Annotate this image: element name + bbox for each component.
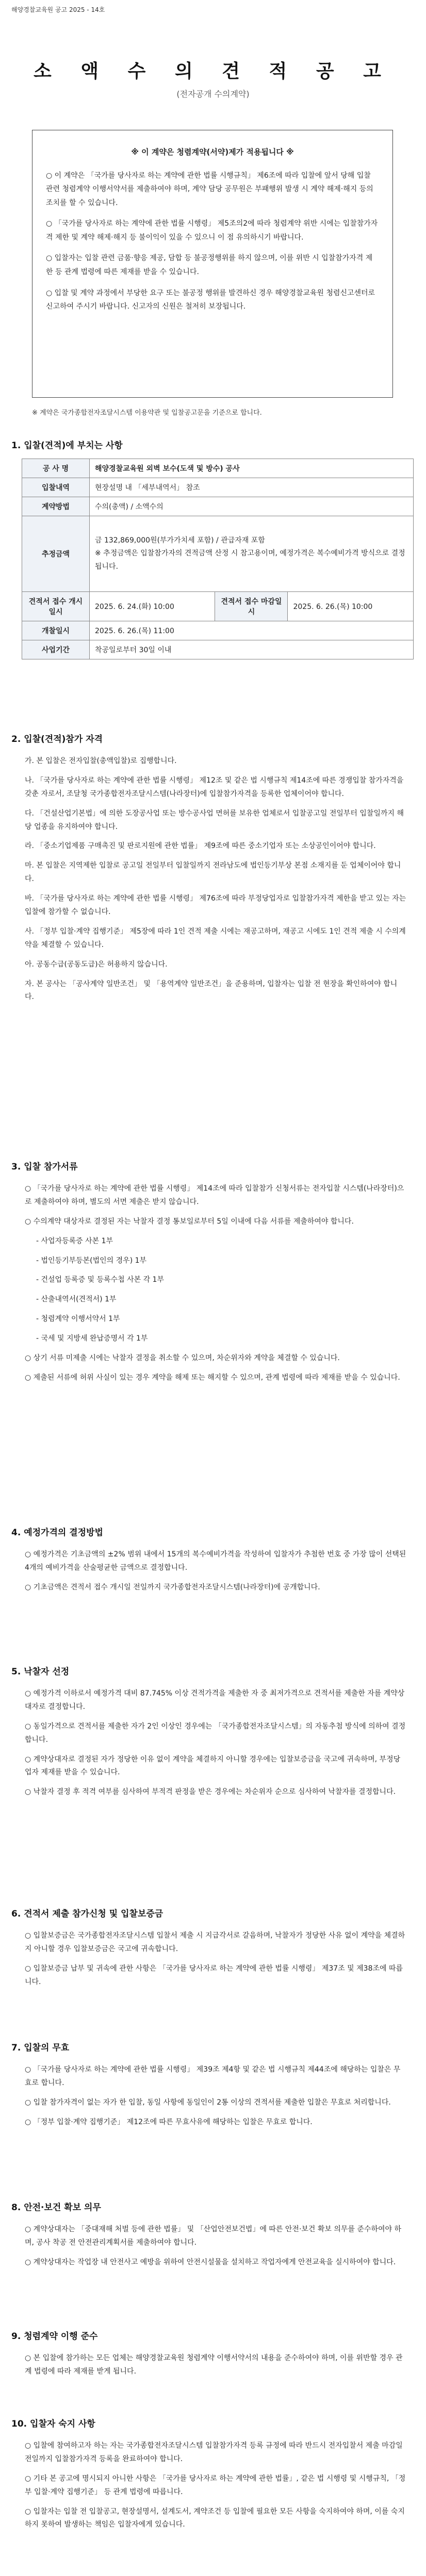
list-item: 사. 「정부 입찰·계약 집행기준」 제5장에 따라 1인 견적 제출 시에는 재공고하며, 재공고 시에도 1인 견적 제출 시 수의계약을 체결할 수 있습니다. [25,927,406,949]
table-row [22,516,414,592]
list-item: - 국세 및 지방세 완납증명서 각 1부 [36,1334,148,1343]
list-item: - 사업자등록증 사본 1부 [36,1236,113,1245]
table-row [22,640,414,659]
section-body [25,2223,406,2276]
list-item: ○ 입찰보증금은 국가종합전자조달시스템 입찰서 제출 시 지급각서로 갈음하며, 낙찰자가 정당한 사유 없이 계약을 체결하지 아니할 경우 입찰보증금은 국고에 귀속합니다. [25,1931,405,1953]
list-item: ○ 입찰에 참여하고자 하는 자는 국가종합전자조달시스템 입찰참가자격 등록 규정에 따라 반드시 전자입찰서 제출 마감일 전일까지 입찰참가자격 등록을 완료하여야 합니다. [25,2442,403,2463]
list-item: ○ 제출된 서류에 허위 사실이 있는 경우 계약을 해제 또는 해지할 수 있으며, 관계 법령에 따라 제재를 받을 수 있습니다. [25,1373,400,1382]
list-item: ○ 동일가격으로 견적서를 제출한 자가 2인 이상인 경우에는 「국가종합전자조달시스템」의 자동추첨 방식에 의하여 결정합니다. [25,1722,406,1744]
list-item: ○ 입찰자는 입찰 전 입찰공고, 현장설명서, 설계도서, 계약조건 등 입찰에 필요한 모든 사항을 숙지하여야 하며, 이를 숙지하지 못하여 발생하는 책임은 입찰자에게 있습니다. [25,2507,405,2529]
table-row [22,478,414,497]
table-value: 수의(총액) / 소액수의 [90,497,414,516]
section-title: 3. 입찰 참가서류 [11,1162,78,1172]
bid-info-table [22,459,414,659]
section-body [25,1687,406,1805]
section-title: 9. 청렴계약 이행 준수 [11,2331,98,2342]
section-body [25,755,406,1010]
list-item: ○ 상기 서류 미제출 시에는 낙찰자 결정을 취소할 수 있으며, 차순위자와 계약을 체결할 수 있습니다. [25,1354,340,1363]
list-item: ○ 계약상대자는 「중대재해 처벌 등에 관한 법률」 및 「산업안전보건법」에 따른 안전·보건 확보 의무를 준수하여야 하며, 공사 착공 전 안전관리계획서를 제출하여야 합니다. [25,2225,402,2247]
table-value: 2025. 6. 26.(목) 10:00 [288,592,414,621]
integrity-paragraph: ○ 「국가를 당사자로 하는 계약에 관한 법률 시행령」 제5조의2에 따라 청렴계약 위반 시에는 입찰참가자격 제한 및 계약 해제·해지 등 불이익이 있을 수 있으니 이 점 유의하시기 바랍니다. [46,219,378,242]
integrity-notice-head: ※ 이 계약은 청렴계약(서약)제가 적용됩니다 ※ [131,147,294,157]
section-title: 6. 견적서 제출 참가신청 및 입찰보증금 [11,1909,163,1919]
section-body [25,1182,406,1391]
section-body [25,2439,406,2538]
list-item: ○ 수의계약 대상자로 결정된 자는 낙찰자 결정 통보일로부터 5일 이내에 다음 서류를 제출하여야 합니다. [25,1217,354,1226]
notice-number: 해양경찰교육원 공고 2025 - 14호 [11,6,105,13]
list-item: ○ 예정가격은 기초금액의 ±2% 범위 내에서 15개의 복수예비가격을 작성하여 입찰자가 추첨한 번호 중 가장 많이 선택된 4개의 예비가격을 산술평균한 금액으로 결정합니다. [25,1550,406,1572]
table-row [22,621,414,640]
list-item: ○ 계약상대자는 작업장 내 안전사고 예방을 위하여 안전시설물을 설치하고 작업자에게 안전교육을 실시하여야 합니다. [25,2258,396,2266]
list-item: ○ 기초금액은 견적서 접수 개시일 전일까지 국가종합전자조달시스템(나라장터)에 공개합니다. [25,1583,320,1591]
page-subtitle: (전자공개 수의계약) [176,89,250,99]
section-title: 4. 예정가격의 결정방법 [11,1528,103,1538]
list-item: ○ 입찰 참가자격이 없는 자가 한 입찰, 동일 사항에 동일인이 2통 이상의 견적서를 제출한 입찰은 무효로 처리합니다. [25,2098,391,2107]
table-row [22,592,414,621]
list-item: ○ 기타 본 공고에 명시되지 아니한 사항은 「국가를 당사자로 하는 계약에 관한 법률」, 같은 법 시행령 및 시행규칙, 「정부 입찰·계약 집행기준」 등 관계 법령에 따릅니다. [25,2474,406,2496]
table-key: 개찰일시 [22,621,90,640]
list-item: ○ 계약상대자로 결정된 자가 정당한 이유 없이 계약을 체결하지 아니할 경우에는 입찰보증금을 국고에 귀속하며, 부정당업자 제재를 받을 수 있습니다. [25,1755,401,1777]
table-value: 현장설명 내 「세부내역서」 참조 [90,478,414,497]
list-item: ○ 낙찰자 결정 후 적격 여부를 심사하여 부적격 판정을 받은 경우에는 차순위자 순으로 심사하여 낙찰자를 결정합니다. [25,1788,396,1797]
contract-footnote: ※ 계약은 국가종합전자조달시스템 이용약관 및 입찰공고문을 기준으로 합니다. [32,409,262,417]
section-body [25,1929,406,1995]
list-item: ○ 「정부 입찰·계약 집행기준」 제12조에 따른 무효사유에 해당하는 입찰은 무효로 합니다. [25,2117,313,2126]
list-item: 라. 「중소기업제품 구매촉진 및 판로지원에 관한 법률」 제9조에 따른 중소기업자 또는 소상공인이어야 합니다. [25,842,376,851]
table-value: 2025. 6. 26.(목) 11:00 [90,621,414,640]
section-title: 8. 안전·보건 확보 의무 [11,2202,101,2213]
section-title: 1. 입찰(견적)에 부치는 사항 [11,440,123,451]
table-row [22,459,414,478]
list-item: ○ 「국가를 당사자로 하는 계약에 관한 법률 시행령」 제39조 제4항 및 같은 법 시행규칙 제44조에 해당하는 입찰은 무효로 합니다. [25,2065,401,2087]
section-title: 5. 낙찰자 선정 [11,1667,70,1677]
table-key: 추정금액 [22,516,90,592]
list-item: 자. 본 공사는 「공사계약 일반조건」 및 「용역계약 일반조건」을 준용하며, 입찰자는 입찰 전 현장을 확인하여야 합니다. [25,979,398,1002]
section-body [25,2063,406,2136]
section-body [25,1548,406,1601]
table-value: 2025. 6. 24.(화) 10:00 [90,592,215,621]
table-key: 입찰내역 [22,478,90,497]
list-item: - 산출내역서(견적서) 1부 [36,1295,117,1304]
list-item: 바. 「국가를 당사자로 하는 계약에 관한 법률 시행령」 제76조에 따라 부정당업자로 입찰참가자격 제한을 받고 있는 자는 입찰에 참가할 수 없습니다. [25,894,406,917]
list-item: - 청렴계약 이행서약서 1부 [36,1315,120,1324]
table-key: 사업기간 [22,640,90,659]
integrity-notice-box [32,130,393,398]
integrity-paragraph: ○ 입찰자는 입찰 관련 금품·향응 제공, 담합 등 불공정행위를 하지 않으며, 이를 위반 시 입찰참가자격 제한 등 관계 법령에 따른 제재를 받을 수 있습니다. [46,254,373,277]
section-title: 10. 입찰자 숙지 사항 [11,2419,95,2429]
list-item: 마. 본 입찰은 지역제한 입찰로 공고일 전일부터 입찰일까지 전라남도에 법인등기부상 본점 소재지를 둔 업체이어야 합니다. [25,861,401,884]
integrity-paragraph: ○ 이 계약은 「국가를 당사자로 하는 계약에 관한 법률 시행규칙」 제6조에 따라 입찰에 앞서 당해 입찰 관련 청렴계약 이행서약서를 제출하여야 하며, 계약 담당 공무원은 부패행위 발생 시 계약 해제·해지 등의 조치를 할 수 있습니다. [46,171,373,207]
section-title: 2. 입찰(견적)참가 자격 [11,734,103,744]
table-value: 착공일로부터 30일 이내 [90,640,414,659]
section-body [25,2352,406,2385]
list-item: ○ 예정가격 이하로서 예정가격 대비 87.745% 이상 견적가격을 제출한 자 중 최저가격으로 견적서를 제출한 자를 계약상대자로 결정합니다. [25,1689,405,1711]
list-item: ○ 입찰보증금 납부 및 귀속에 관한 사항은 「국가를 당사자로 하는 계약에 관한 법률 시행령」 제37조 및 제38조에 따릅니다. [25,1964,403,1986]
list-item: ○ 본 입찰에 참가하는 모든 업체는 해양경찰교육원 청렴계약 이행서약서의 내용을 준수하여야 하며, 이를 위반할 경우 관계 법령에 따라 제재를 받게 됩니다. [25,2354,403,2376]
list-item: 가. 본 입찰은 전자입찰(총액입찰)로 집행합니다. [25,757,177,765]
table-key: 계약방법 [22,497,90,516]
table-row [22,497,414,516]
list-item: - 건설업 등록증 및 등록수첩 사본 각 1부 [36,1276,164,1284]
integrity-paragraph: ○ 입찰 및 계약 과정에서 부당한 요구 또는 불공정 행위를 발견하신 경우 해양경찰교육원 청렴신고센터로 신고하여 주시기 바랍니다. 신고자의 신원은 철저히 보장됩니다. [46,289,375,311]
list-item: 나. 「국가를 당사자로 하는 계약에 관한 법률 시행령」 제12조 및 같은 법 시행규칙 제14조에 따른 경쟁입찰 참가자격을 갖춘 자로서, 조달청 국가종합전자조달시스템(나라장터)에 입찰참가자격을 등록한 업체이어야 합니다. [25,776,404,798]
page-title: 소 액 수 의 견 적 공 고 [34,61,392,82]
table-key: 공 사 명 [22,459,90,478]
list-item: 다. 「건설산업기본법」에 의한 도장공사업 또는 방수공사업 면허를 보유한 업체로서 입찰공고일 전일부터 입찰일까지 해당 업종을 유지하여야 합니다. [25,809,404,831]
list-item: 아. 공동수급(공동도급)은 허용하지 않습니다. [25,960,168,969]
list-item: ○ 「국가를 당사자로 하는 계약에 관한 법률 시행령」 제14조에 따라 입찰참가 신청서류는 전자입찰 시스템(나라장터)으로 제출하여야 하며, 별도의 서면 제출은 받지 않습니다. [25,1184,404,1206]
table-key: 견적서 접수 마감일시 [215,592,288,621]
list-item: - 법인등기부등본(법인의 경우) 1부 [36,1256,147,1265]
table-value: 해양경찰교육원 외벽 보수(도색 및 방수) 공사 [90,459,414,478]
section-title: 7. 입찰의 무효 [11,2043,70,2053]
table-key: 견적서 접수 개시일시 [22,592,90,621]
table-value: 금 132,869,000원(부가가치세 포함) / 관급자재 포함 ※ 추정금액은 입찰참가자의 견적금액 산정 시 참고용이며, 예정가격은 복수예비가격 방식으로 결정됩니다. [90,516,414,592]
